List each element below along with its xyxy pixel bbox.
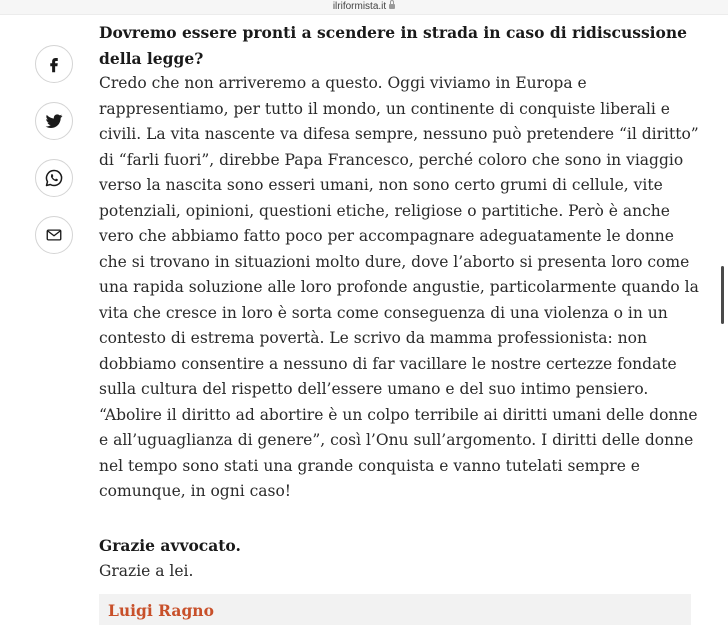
author-name-link[interactable]: Luigi Ragno: [108, 601, 214, 620]
interview-answer: Credo che non arriveremo a questo. Oggi viviamo in Europa e rappresentiamo, per tutto il mondo, un continente di conquiste liberali e civili. La vita nascente va difesa sempre, nessuno può pretendere “il diritto” di “farli fuori”, direbbe Papa Francesco, perché coloro che sono in viaggio verso la nascita sono esseri umani, non sono certo grumi di cellule, vite potenziali, opinioni, questioni etiche, religiose o partitiche. Però è anche vero che abbiamo fatto poco per accompagnare adeguatamente le donne che si trovano in situazioni molto dure, dove l’aborto si presenta loro come una rapida soluzione alle loro profonde angustie, particolarmente quando la vita che cresce in loro è sorta come conseguenza di una violenza o in un contesto di estrema povertà. Le scrivo da mamma professionista: non dobbiamo consentire a nessuno di far vacillare le nostre certezze fondate sulla cultura del rispetto dell’essere umano e del suo intimo pensiero. “Abolire il diritto ad abortire è un colpo terribile ai diritti umani delle donne e all’uguaglianza di genere”, così l’Onu sull’argomento. I diritti delle donne nel tempo sono stati una grande conquista e vanno tutelati sempre e comunque, in ogni caso!: [99, 74, 699, 500]
interview-question: Dovremo essere pronti a scendere in strada in caso di ridiscussione della legge?: [99, 23, 688, 68]
interview-answer: Grazie a lei.: [99, 562, 194, 580]
facebook-share-button[interactable]: [35, 45, 73, 83]
lock-icon: [389, 4, 395, 9]
url-text[interactable]: ilriformista.it: [332, 1, 387, 12]
facebook-icon: [45, 55, 63, 73]
share-buttons: [35, 45, 73, 273]
email-share-button[interactable]: [35, 216, 73, 254]
interview-question: Grazie avvocato.: [99, 536, 241, 555]
author-box: [99, 594, 691, 625]
twitter-icon: [44, 111, 64, 131]
twitter-share-button[interactable]: [35, 102, 73, 140]
whatsapp-icon: [44, 168, 64, 188]
browser-url-bar[interactable]: [0, 0, 728, 15]
article-body: [99, 20, 699, 505]
mail-icon: [45, 226, 63, 244]
scrollbar-thumb[interactable]: [721, 266, 724, 324]
whatsapp-share-button[interactable]: [35, 159, 73, 197]
